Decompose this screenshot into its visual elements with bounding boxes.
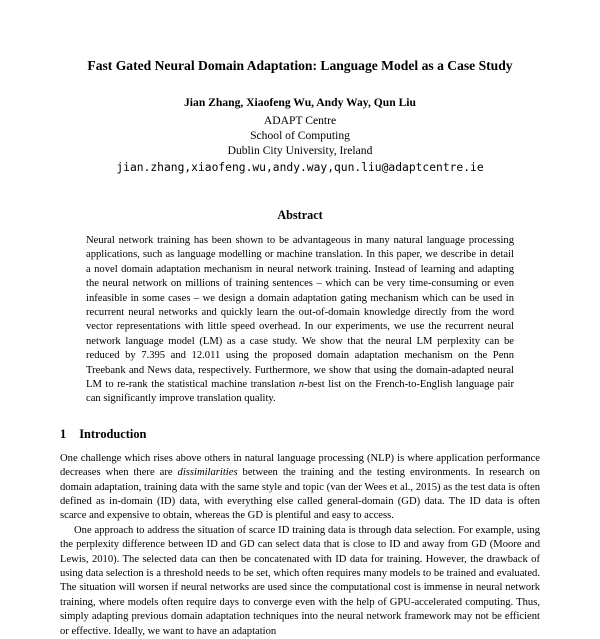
intro-paragraph-2: One approach to address the situation of scarce ID training data is through data selection. For example, using the perplexity difference between ID and GD can select data that is close to ID and away from GD (Moore and Lewis, 2010). The selected data can then be concatenated with ID data for training. However, the drawback of using data selection is a threshold needs to be set, which often requires many models to be trained and evaluated. The situation will worsen if neural networks are used since the computational cost is immense in neural network training, where models often require days to converge even with the help of GPU-accelerated computing. Thus, simply adapting previous domain adaptation techniques into the neural network framework may not be efficient or effective. Ideally, we want to have an adaptation	[60, 524, 540, 637]
affiliation-school: School of Computing	[250, 129, 350, 143]
intro-italic-dissimilarities: dissimilarities	[177, 467, 238, 479]
section-1-title: Introduction	[79, 426, 147, 441]
section-1-heading	[60, 427, 540, 442]
authors-line: Jian Zhang, Xiaofeng Wu, Andy Way, Qun Liu	[184, 95, 416, 109]
abstract-text	[86, 234, 514, 407]
intro-paragraph-1-end: between the training and the testing environments. In research on domain adaptation, training data with the same style and topic (van der Wees et al., 2015) as the test data is often defined as in-domain (ID) data, with everything else called general-domain (GD) data. The ID data is often scarce and expensive to obtain, whereas the GD is plentiful and easy to access.	[60, 467, 540, 522]
intro-paragraph-1-start: One challenge which rises above others in natural language processing (NLP) is where application performance decreases when there are	[60, 452, 540, 479]
section-1-number: 1	[60, 426, 67, 441]
intro-paragraph-1	[60, 452, 540, 524]
affiliation-university: Dublin City University, Ireland	[227, 144, 373, 158]
paper-title: Fast Gated Neural Domain Adaptation: Language Model as a Case Study	[87, 58, 513, 73]
abstract-italic-n: n	[298, 378, 305, 390]
abstract-heading: Abstract	[277, 207, 323, 222]
abstract-text-start: Neural network training has been shown to be advantageous in many natural language processing applications, such as language modelling or machine translation. In this paper, we describe in detail a novel domain adaptation mechanism in neural network training. Instead of learning and adapting the neural network on millions of training sentences – which can be very time-consuming or even infeasible in some cases – we design a domain adaptation gating mechanism which can be used in recurrent neural networks and quickly learn the out-of-domain knowledge directly from the word vector representations with little speed overhead. In our experiments, we use the recurrent neural network language model (LM) as a case study. We show that the neural LM perplexity can be reduced by 7.395 and 12.011 using the proposed domain adaptation mechanism on the Penn Treebank and News data, respectively. Furthermore, we show that using the domain-adapted neural LM to re-rank the statistical machine translation	[86, 234, 514, 390]
affiliation-centre: ADAPT Centre	[263, 114, 337, 128]
author-emails: jian.zhang,xiaofeng.wu,andy.way,qun.liu@adaptcentre.ie	[116, 161, 484, 175]
abstract-text-end: -best list on the French-to-English language pair can significantly improve translation quality.	[86, 378, 514, 405]
